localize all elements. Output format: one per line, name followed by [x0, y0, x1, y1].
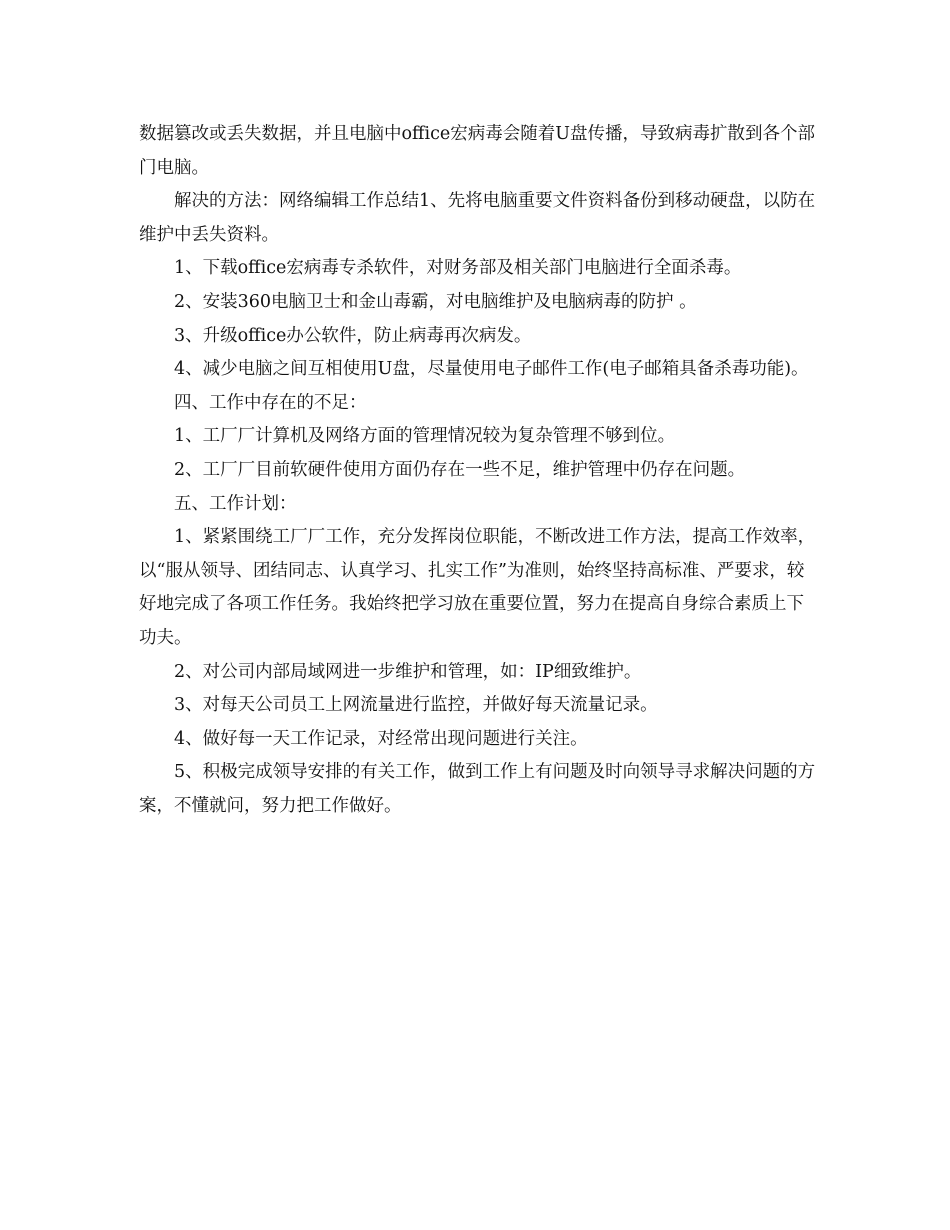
list-item: 5、积极完成领导安排的有关工作，做到工作上有问题及时向领导寻求解决问题的方案，不懂就问，努力把工作做好。: [139, 762, 816, 816]
list-item: 2、对公司内部局域网进一步维护和管理，如：IP细致维护。: [174, 661, 642, 682]
paragraph: 解决的方法：网络编辑工作总结1、先将电脑重要文件资料备份到移动硬盘，以防在维护中丢失资料。: [139, 191, 816, 245]
list-item: 1、下载office宏病毒专杀软件，对财务部及相关部门电脑进行全面杀毒。: [174, 258, 742, 279]
list-item: 3、升级office办公软件，防止病毒再次病发。: [174, 325, 532, 346]
paragraph: 数据篡改或丢失数据，并且电脑中office宏病毒会随着U盘传播，导致病毒扩散到各个部门电脑。: [139, 124, 815, 178]
list-item: 1、紧紧围绕工厂厂工作，充分发挥岗位职能，不断改进工作方法，提高工作效率，以“服从领导、团结同志、认真学习、扎实工作”为准则，始终坚持高标准、严要求，较好地完成了各项工作任务。我始终把学习放在重要位置，努力在提高自身综合素质上下功夫。: [139, 527, 816, 648]
list-item: 4、做好每一天工作记录，对经常出现问题进行关注。: [174, 728, 588, 749]
list-item: 2、安装360电脑卫士和金山毒霸，对电脑维护及电脑病毒的防护 。: [174, 291, 697, 312]
list-item: 4、减少电脑之间互相使用U盘，尽量使用电子邮件工作(电子邮箱具备杀毒功能)。: [174, 359, 809, 380]
document-body: [139, 118, 819, 823]
list-item: 2、工厂厂目前软硬件使用方面仍存在一些不足，维护管理中仍存在问题。: [174, 459, 746, 480]
list-item: 1、工厂厂计算机及网络方面的管理情况较为复杂管理不够到位。: [174, 426, 676, 447]
list-item: 3、对每天公司员工上网流量进行监控，并做好每天流量记录。: [174, 695, 658, 716]
section-heading: 四、工作中存在的不足：: [174, 392, 367, 413]
section-heading: 五、工作计划：: [174, 493, 297, 514]
